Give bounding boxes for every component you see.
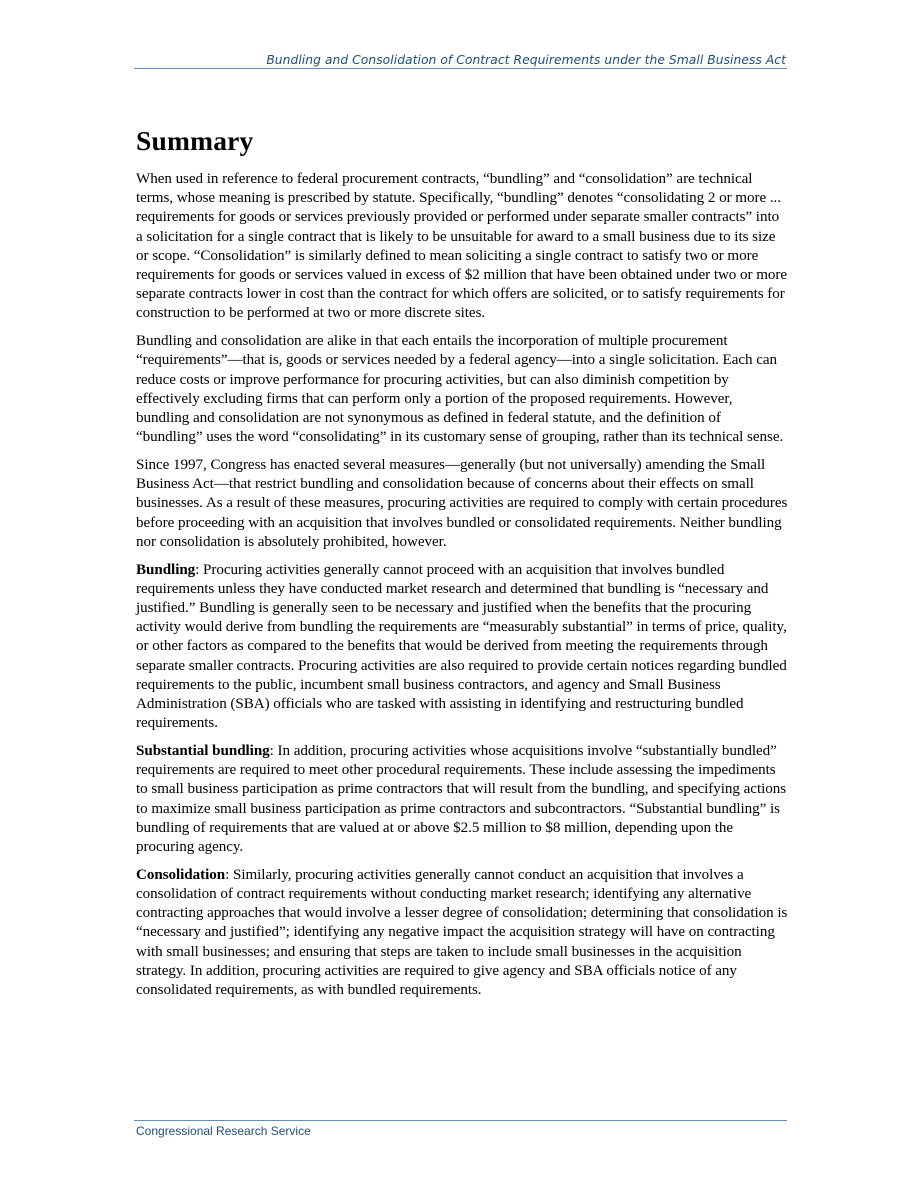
summary-paragraph-history — [136, 456, 788, 552]
paragraph-text: : Similarly, procuring activities generally cannot conduct an acquisition that involves a consolidation of contract requirements without conducting market research; identifying any alternative contracting approaches that would involve a lesser degree of consolidation; determining that consolidation is “necessary and justified”; identifying any negative impact the acquisition strategy will have on contracting with small businesses; and ensuring that steps are taken to include small businesses in the acquisition strategy. In addition, procuring activities are required to give agency and SBA officials notice of any consolidated requirements, as with bundled requirements. — [136, 866, 788, 999]
summary-paragraph-comparison — [136, 332, 788, 447]
running-header-title: Bundling and Consolidation of Contract Requirements under the Small Business Act — [266, 53, 786, 67]
paragraph-text: : In addition, procuring activities whose acquisitions involve “substantially bundled” requirements are required to meet other procedural requirements. These include assessing the impediments to small business participation as prime contractors that will result from the bundling, and specifying actions to maximize small business participation as prime contractors and subcontractors. “Substantial bundling” is bundling of requirements that are valued at or above $2.5 million to $8 million, depending upon the procuring agency. — [136, 743, 787, 856]
summary-section — [136, 124, 788, 1009]
paragraph-text: Since 1997, Congress has enacted several measures—generally (but not universally) amending the Small Business Act—that restrict bundling and consolidation because of concerns about their effects on small businesses. As a result of these measures, procuring activities are required to comply with certain procedures before proceeding with an acquisition that involves bundled or consolidated requirements. Neither bundling nor consolidation is absolutely prohibited, however. — [136, 457, 788, 550]
footer-divider — [134, 1120, 787, 1121]
paragraph-text: Bundling and consolidation are alike in that each entails the incorporation of multiple procurement “requirements”—that is, goods or services needed by a federal agency—into a single solicitation. Each can reduce costs or improve performance for procuring activities, but can also diminish competition by effectively excluding firms that can perform only a portion of the proposed requirements. However, bundling and consolidation are not synonymous as defined in federal statute, and the definition of “bundling” uses the word “consolidating” in its customary sense of grouping, rather than its technical sense. — [136, 333, 784, 446]
lead-term-consolidation: Consolidation — [136, 866, 226, 883]
section-title: Summary — [136, 125, 254, 156]
header-divider — [134, 68, 787, 69]
summary-paragraph-definitions — [136, 170, 788, 324]
summary-paragraph-substantial-bundling — [136, 742, 788, 857]
lead-term-substantial-bundling: Substantial bundling — [136, 743, 270, 760]
paragraph-text: : Procuring activities generally cannot proceed with an acquisition that involves bundled requirements unless they have conducted market research and determined that bundling is “necessary and justified.” Bundling is generally seen to be necessary and justified when the benefits that the procuring activity would derive from bundling the requirements are “measurably substantial” in terms of price, quality, or other factors as compared to the benefits that would be derived from meeting the requirements through separate smaller contracts. Procuring activities are also required to provide certain notices regarding bundled requirements to the public, incumbent small business contractors, and agency and Small Business Administration (SBA) officials who are tasked with assisting in identifying and restructuring bundled requirements. — [136, 561, 787, 732]
summary-paragraph-bundling — [136, 561, 788, 734]
footer-organization: Congressional Research Service — [136, 1124, 311, 1138]
paragraph-text: When used in reference to federal procurement contracts, “bundling” and “consolidation” are technical terms, whose meaning is prescribed by statute. Specifically, “bundling” denotes “consolidating 2 or more ... requirements for goods or services previously provided or performed under separate smaller contracts” into a solicitation for a single contract that is likely to be unsuitable for award to a small business due to its size or scope. “Consolidation” is similarly defined to mean soliciting a single contract to satisfy two or more requirements for goods or services valued in excess of $2 million that have been obtained under two or more separate contracts lower in cost than the contract for which offers are solicited, or to satisfy requirements for construction to be performed at two or more discrete sites. — [136, 171, 788, 322]
summary-paragraph-consolidation — [136, 866, 788, 1000]
lead-term-bundling: Bundling — [136, 561, 196, 578]
